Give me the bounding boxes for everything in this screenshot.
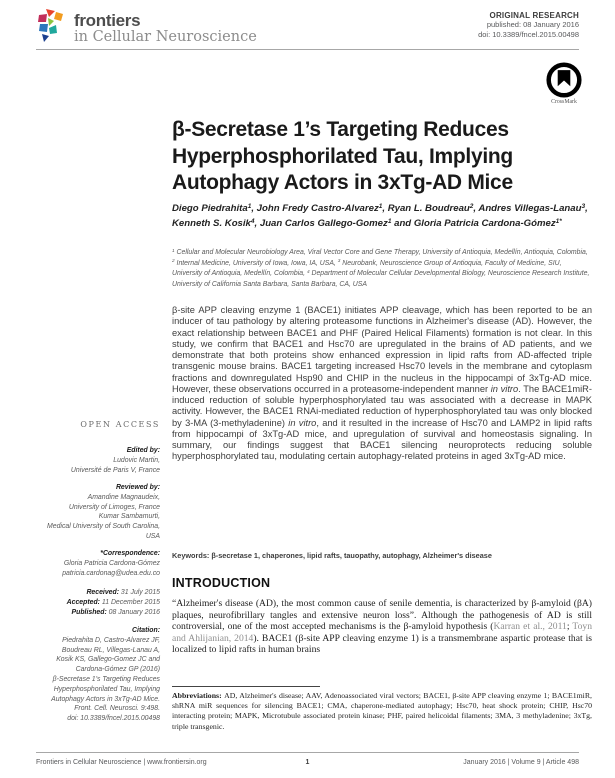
journal-name (74, 8, 257, 46)
correspondence-name: Gloria Patricia Cardona-Gómez (63, 559, 160, 567)
text-segment: Diego Piedrahita (172, 203, 248, 214)
text-segment: 1 (387, 217, 392, 225)
footer-issue-info: January 2016 | Volume 9 | Article 498 (463, 759, 579, 766)
frontiers-logo (36, 8, 257, 46)
crossmark-icon (546, 62, 582, 98)
title-line-3: Autophagy Actors in 3xTg-AD Mice (172, 171, 513, 194)
open-access-label: OPEN ACCESS (80, 420, 160, 429)
edited-by-block (20, 446, 160, 475)
text-segment: Neurobank, Neuroscience Group of Antioquia, Faculty of Medicine, SIU, University of Antioquia, Medellín, Colombia, (172, 259, 562, 277)
text-segment: 1* (555, 217, 562, 225)
text-segment: Department of Molecular Cellular Developmental Biology, Neuroscience Research Institute, University of California Santa Barbara, Santa Barbara, CA, USA (172, 270, 590, 288)
footnote-divider (172, 686, 320, 687)
text-segment: , Juan Carlos Gallego-Gomez (254, 217, 388, 229)
text-segment: . The BACE1miR-induced reduction of soluble hyperphosphorylated tau was associated with a decrease in MAPK activity. However, the BACE1 RNAi-mediated reduction of hyperphosphorylated tau was only blocked by 3-MA (3-methyladenine) (172, 383, 592, 428)
reviewed-by-block (20, 483, 160, 542)
footer-page-number: 1 (305, 759, 310, 766)
doi-line: doi: 10.3389/fncel.2015.00498 (478, 30, 579, 39)
journal-name-sub: in Cellular Neuroscience (74, 29, 257, 45)
title-line-2: Hyperphosphorilated Tau, Implying (172, 144, 513, 168)
text-segment: 3 (581, 203, 586, 211)
published-date-sidebar (20, 608, 160, 618)
header-divider (36, 49, 579, 50)
received-date (20, 588, 160, 598)
text-segment: 1 (378, 203, 383, 211)
text-segment: , Kenneth S. Kosik (172, 203, 588, 229)
editor-name: Ludovic Martin, (113, 456, 160, 464)
text-segment: 2 (469, 203, 474, 211)
text-segment: 4 (306, 268, 310, 274)
text-segment: in vitro (288, 417, 317, 428)
text-segment: Received: (86, 589, 121, 596)
publication-info (478, 11, 579, 40)
reviewer-name: Kumar Sambamurti, (98, 513, 160, 521)
text-segment: Internal Medicine, University of Iowa, Iowa, IA, USA, (174, 259, 338, 267)
crossmark-badge[interactable] (544, 62, 584, 105)
citation-line: Autophagy Actors in 3xTg-AD Mice. (51, 695, 160, 703)
abstract-text (172, 305, 592, 463)
text-segment: 1 (172, 247, 175, 253)
text-segment: ; (566, 621, 573, 633)
citation-line: doi: 10.3389/fncel.2015.00498 (67, 715, 160, 723)
text-segment: , John Fredy Castro-Alvarez (251, 203, 379, 214)
introduction-heading: INTRODUCTION (172, 576, 271, 590)
text-segment: “Alzheimer's disease (AD), the most common cause of senile dementia, is characterized by β-amyloid (βA) plaques, neurofibrillary tangles and extensive neuron loss”. Although the pathogenesis of AD is still controversial, one of the most accepted mechanisms is the β-amyloid hypothesis ( (172, 598, 592, 633)
text-segment: , and it resulted in the increase of Hsc70 and LAMP2 in lipid rafts from hippocampi of 3xTg-AD mice, and upregulation of survival and homeostasis signaling. In summary, our findings suggest that BACE1 silencing neuroprotects reducing soluble hyperphosphorylated tau, modulating certain autophagy-related proteins in aged 3xTg-AD mice. (172, 417, 592, 462)
reviewed-by-label: Reviewed by: (115, 484, 160, 491)
journal-name-bold: frontiers (74, 11, 141, 30)
correspondence-block (20, 549, 160, 578)
article-dates-block (20, 588, 160, 617)
citation-line: Boudreau RL, Villegas-Lanau A, (61, 646, 160, 654)
citation-line: Cardona-Gómez GP (2016) (75, 666, 160, 674)
article-title (172, 117, 592, 197)
citation-link[interactable]: Karran et al., 2011 (493, 621, 567, 633)
published-date: published: 08 January 2016 (486, 20, 579, 29)
citation-line: Hyperphosphorilated Tau, Implying (53, 685, 160, 693)
text-segment: in vitro (490, 383, 519, 394)
citation-line: Front. Cell. Neurosci. 9:498. (74, 705, 160, 713)
text-segment: 1 (247, 203, 252, 211)
footer-journal: Frontiers in Cellular Neuroscience | www.frontiersin.org (36, 759, 207, 766)
text-segment: 31 July 2015 (120, 589, 160, 596)
text-segment: 3 (337, 258, 341, 264)
text-segment: , Andres Villegas-Lanau (473, 203, 582, 214)
crossmark-label: CrossMark (551, 99, 577, 105)
editor-affiliation: Université de Paris V, France (70, 466, 160, 474)
text-segment: 2 (172, 258, 175, 264)
text-segment: Accepted: (66, 598, 102, 606)
correspondence-email-link[interactable]: patricia.cardonag@udea.edu.co (62, 569, 160, 577)
reviewer-affiliation: USA (145, 532, 160, 540)
citation-label: Citation: (132, 627, 160, 634)
introduction-paragraph (172, 598, 592, 656)
author-list (172, 202, 592, 231)
reviewer-affiliation: University of Limoges, France (68, 503, 160, 511)
affiliations (172, 248, 592, 290)
text-segment: β-site APP cleaving enzyme 1 (BACE1) initiates APP cleavage, which has been reported to be an inducer of tau pathology by altering proteasome functions in Alzheimer's disease (AD). However, the exact relationship between BACE1 and PHF (Paired Helical Filaments) formation is not clear. In this study, we confirm that BACE1 and Hsc70 are upregulated in the brains of AD patients, and we demonstrate that both proteins show enhanced expression in lipid rafts from AD-affected triple transgenic mouse brains. BACE1 targeting increased Hsc70 levels in the membrane and cytoplasm fractions and downregulated Hsp90 and CHIP in the nucleus in the hippocampi of 3xTg-AD mice. However, these observations occurred in a proteasome-independent manner (172, 305, 592, 394)
text-segment: AD, Alzheimer's disease; AAV, Adenoassociated viral vectors; BACE1, β-site APP cleaving enzyme 1; BACE1miR, shRNA miR sequences for silencing BACE1; CMA, chaperone-mediated autophagy; Hsc70, heat shock protein; CHIP, Hsc70 interacting protein; MAPK, Microtubule associated protein kinase; PHF, paired helicoidal filaments; 3MA, 3 methyladenine; 3xTg, triple transgenic. (172, 691, 592, 731)
text-segment: and Gloria Patricia Cardona-Gómez (391, 217, 556, 229)
reviewer-name: Amandine Magnaudeix, (87, 493, 160, 501)
accepted-date (20, 598, 160, 608)
text-segment: ). BACE1 (β-site APP cleaving enzyme 1) is a transmembrane aspartic protease that is localized to lipid rafts in human brains (172, 632, 593, 656)
correspondence-label: *Correspondence: (100, 550, 160, 557)
citation-line: Kosik KS, Gallego-Gomez JC and (56, 656, 160, 664)
edited-by-label: Edited by: (126, 447, 160, 454)
text-segment: 4 (250, 217, 255, 225)
citation-line: β-Secretase 1’s Targeting Reduces (52, 675, 160, 683)
citation-block (20, 626, 160, 724)
article-type-label: ORIGINAL RESEARCH (489, 11, 579, 20)
text-segment: 08 January 2016 (108, 608, 160, 616)
footer-divider (36, 752, 579, 753)
frontiers-logo-icon (36, 8, 68, 46)
citation-link[interactable]: Toyn and Ahlijanian, 2014 (172, 621, 592, 644)
citation-line: Piedrahita D, Castro-Alvarez JF, (62, 636, 160, 644)
reviewer-affiliation: Medical University of South Carolina, (47, 523, 160, 531)
keywords-line: Keywords: β-secretase 1, chaperones, lipid rafts, tauopathy, autophagy, Alzheimer's disease (172, 551, 492, 560)
title-line-1: β-Secretase 1’s Targeting Reduces (172, 118, 509, 141)
text-segment: Abbreviations: (172, 691, 225, 700)
text-segment: Published: (71, 608, 109, 616)
text-segment: , Ryan L. Boudreau (382, 203, 470, 214)
abbreviations-footnote (172, 691, 592, 732)
text-segment: 11 December 2015 (101, 598, 160, 606)
text-segment: Cellular and Molecular Neurobiology Area, Viral Vector Core and Gene Therapy, University of Antioquia, Medellín, Antioquia, Colombia, (174, 249, 588, 256)
